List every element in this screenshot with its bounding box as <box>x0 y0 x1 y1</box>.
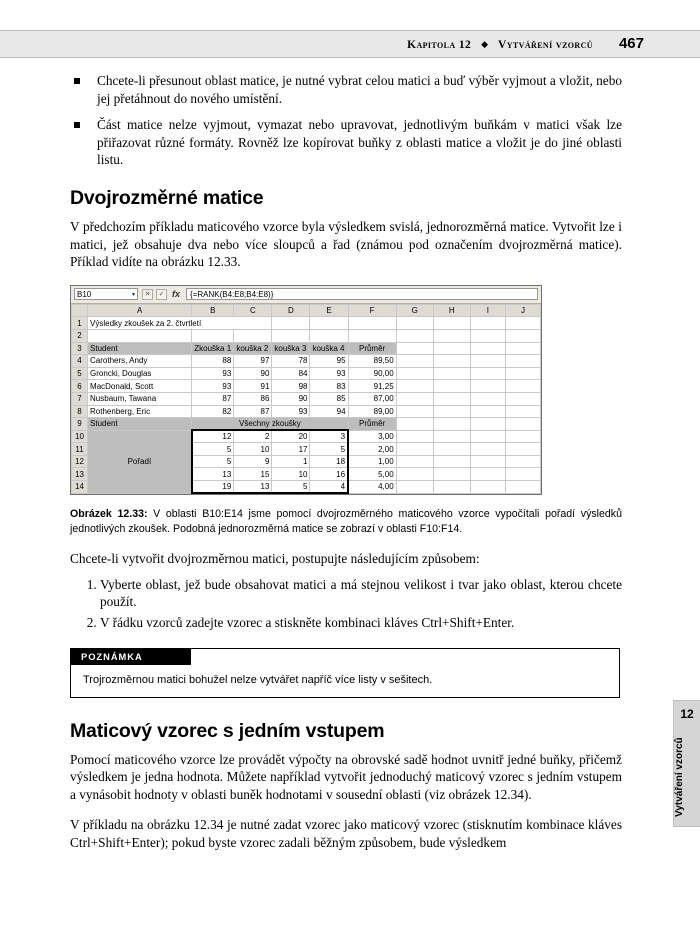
table-cell-empty[interactable] <box>433 418 470 431</box>
table-cell-empty[interactable] <box>396 355 433 368</box>
row-header[interactable]: 5 <box>72 367 88 380</box>
column-header-e[interactable]: E <box>310 304 348 317</box>
name-box-value: B10 <box>77 289 92 299</box>
excel-formula-bar <box>71 286 541 304</box>
table-cell[interactable]: 90 <box>234 367 272 380</box>
table-cell[interactable]: 91 <box>234 380 272 393</box>
table-cell[interactable]: 12 <box>192 430 234 443</box>
side-tab-text: Vytváření vzorců <box>674 737 685 817</box>
table-cell-empty[interactable] <box>470 418 505 431</box>
table-cell[interactable]: 93 <box>272 405 310 418</box>
column-header-a[interactable]: A <box>88 304 192 317</box>
table-row <box>72 367 541 380</box>
table-cell-empty[interactable] <box>505 392 540 405</box>
column-header-b[interactable]: B <box>192 304 234 317</box>
table-cell[interactable]: Groncki, Douglas <box>88 367 192 380</box>
table-cell[interactable]: 5,00 <box>348 468 396 481</box>
table-cell-empty[interactable] <box>433 468 470 481</box>
table-cell[interactable]: 95 <box>310 355 348 368</box>
row-header[interactable]: 12 <box>72 455 88 468</box>
table-cell-empty[interactable] <box>433 455 470 468</box>
row-header[interactable]: 3 <box>72 342 88 355</box>
section-heading-maticovy-vzorec: Maticový vzorec s jedním vstupem <box>70 719 385 742</box>
row-header[interactable]: 4 <box>72 355 88 368</box>
table-cell[interactable]: 5 <box>192 443 234 456</box>
table-cell-empty[interactable] <box>505 380 540 393</box>
table-cell-empty[interactable] <box>433 317 470 330</box>
row-header[interactable]: 11 <box>72 443 88 456</box>
page-number: 467 <box>618 35 644 52</box>
table-cell-empty[interactable] <box>470 405 505 418</box>
header-chapter: Kapitola 12 <box>407 39 472 51</box>
figure-caption <box>70 507 622 536</box>
table-cell[interactable]: 10 <box>272 468 310 481</box>
table-cell[interactable]: 16 <box>310 468 348 481</box>
table-cell-empty[interactable] <box>396 317 433 330</box>
table-cell-empty[interactable] <box>433 367 470 380</box>
table-cell-empty[interactable] <box>433 481 470 494</box>
table-cell[interactable]: 9 <box>234 455 272 468</box>
list-item-text: Chcete-li přesunout oblast matice, je nutné vybrat celou matici a buď výběr vyjmout a vložit, nebo jej přetáhnout do nového umístění. <box>97 73 622 106</box>
table-cell[interactable]: Nusbaum, Tawana <box>88 392 192 405</box>
table-cell[interactable]: 1,00 <box>348 455 396 468</box>
table-cell[interactable]: 93 <box>192 367 234 380</box>
table-cell[interactable]: 78 <box>272 355 310 368</box>
section-heading-dvojrozmerne-matice: Dvojrozměrné matice <box>70 186 264 209</box>
table-cell[interactable]: 2 <box>234 430 272 443</box>
table-cell-empty[interactable] <box>505 468 540 481</box>
table-cell[interactable]: 17 <box>272 443 310 456</box>
table-cell[interactable]: Student <box>88 418 192 431</box>
table-cell[interactable]: 89,00 <box>348 405 396 418</box>
table-row <box>72 392 541 405</box>
table-cell-empty[interactable] <box>272 329 310 342</box>
table-cell[interactable]: 94 <box>310 405 348 418</box>
table-cell-empty[interactable] <box>310 329 348 342</box>
table-cell[interactable]: 5 <box>310 443 348 456</box>
table-cell[interactable]: Všechny zkoušky <box>192 418 348 431</box>
table-cell-empty[interactable] <box>396 405 433 418</box>
table-cell-empty[interactable] <box>470 468 505 481</box>
figure-caption-text: V oblasti B10:E14 jsme pomocí dvojrozměrného maticového vzorce vypočítali pořadí výsledků jednotlivých zkoušek. Podobná jednorozměrná matice se zobrazí v oblasti F10:F14. <box>70 508 622 535</box>
table-cell-empty[interactable] <box>505 367 540 380</box>
header-inner <box>407 35 644 52</box>
row-header[interactable]: 6 <box>72 380 88 393</box>
table-cell[interactable]: Carothers, Andy <box>88 355 192 368</box>
bullet-square-icon <box>74 122 80 128</box>
table-cell[interactable]: 4,00 <box>348 481 396 494</box>
excel-rows <box>72 317 541 493</box>
column-header-row <box>72 304 541 317</box>
row-header[interactable]: 10 <box>72 430 88 443</box>
column-header-c[interactable]: C <box>234 304 272 317</box>
table-row <box>72 355 541 368</box>
table-cell[interactable]: 91,25 <box>348 380 396 393</box>
steps-list <box>70 576 622 632</box>
table-cell-empty[interactable] <box>433 430 470 443</box>
row-header[interactable]: 2 <box>72 329 88 342</box>
table-cell-empty[interactable] <box>470 481 505 494</box>
chapter-side-tab <box>673 700 700 827</box>
table-cell[interactable]: Výsledky zkoušek za 2. čtvrtletí <box>88 317 272 330</box>
chevron-down-icon: ▾ <box>131 291 135 298</box>
table-cell[interactable]: 2,00 <box>348 443 396 456</box>
table-cell[interactable]: 3 <box>310 430 348 443</box>
name-box[interactable] <box>74 288 138 300</box>
note-text: Trojrozměrnou matici bohužel nelze vytvářet napříč více listy v sešitech. <box>83 673 433 686</box>
column-header-d[interactable]: D <box>272 304 310 317</box>
header-title: Vytváření vzorců <box>498 39 593 51</box>
table-cell-empty[interactable] <box>433 380 470 393</box>
table-cell-empty[interactable] <box>396 367 433 380</box>
table-cell-empty[interactable] <box>505 355 540 368</box>
table-cell[interactable]: 85 <box>310 392 348 405</box>
column-header-h[interactable]: H <box>433 304 470 317</box>
table-cell[interactable]: 13 <box>192 468 234 481</box>
table-cell-empty[interactable] <box>433 392 470 405</box>
formula-bar-buttons <box>142 289 182 300</box>
section1-paragraph: V předchozím příkladu maticového vzorce byla výsledkem svislá, jednorozměrná matice. Vytvořit lze i matici, jež obsahuje dva nebo více sloupců a řad (známou pod označením dvojrozměrná matice). Příklad vidíte na obrázku 12.33. <box>70 218 622 270</box>
row-header[interactable]: 9 <box>72 418 88 431</box>
table-row <box>72 342 541 355</box>
table-cell-empty[interactable] <box>396 329 433 342</box>
table-cell-empty[interactable] <box>396 443 433 456</box>
table-cell[interactable]: Zkouška 1 <box>192 342 234 355</box>
table-cell[interactable]: Student <box>88 342 192 355</box>
note-label: POZNÁMKA <box>71 649 191 665</box>
table-cell[interactable]: kouška 3 <box>272 342 310 355</box>
table-cell-empty[interactable] <box>396 342 433 355</box>
table-cell-empty[interactable] <box>505 342 540 355</box>
table-cell[interactable]: MacDonald, Scott <box>88 380 192 393</box>
page-content <box>70 72 622 852</box>
table-cell[interactable]: 10 <box>234 443 272 456</box>
list-item <box>70 116 622 169</box>
excel-figure <box>70 285 542 495</box>
column-header-i[interactable]: I <box>470 304 505 317</box>
list-item: 2. V řádku vzorců zadejte vzorec a stiskněte kombinaci kláves Ctrl+Shift+Enter. <box>100 614 622 632</box>
table-cell-empty[interactable] <box>348 317 396 330</box>
table-cell-empty[interactable] <box>348 329 396 342</box>
table-cell[interactable]: 1 <box>272 455 310 468</box>
table-cell-empty[interactable] <box>505 329 540 342</box>
table-cell-empty[interactable] <box>470 443 505 456</box>
table-cell[interactable]: 89,50 <box>348 355 396 368</box>
list-item-text: Část matice nelze vyjmout, vymazat nebo upravovat, jednotlivým buňkám v matici však lze přiřazovat různé formáty. Rovněž lze kopírovat buňky z oblasti matice a vložit je do jiné oblasti listu. <box>97 117 622 168</box>
column-header-j[interactable]: J <box>505 304 540 317</box>
table-cell-empty[interactable] <box>396 481 433 494</box>
table-cell-empty[interactable] <box>433 329 470 342</box>
table-cell-empty[interactable] <box>505 443 540 456</box>
table-cell[interactable]: 87,00 <box>348 392 396 405</box>
table-cell-empty[interactable] <box>433 443 470 456</box>
table-cell[interactable]: Průměr <box>348 418 396 431</box>
section3-paragraph1: Pomocí maticového vzorce lze provádět výpočty na obrovské sadě hodnot uvnitř jedné buňky, přičemž výsledkem je jedna hodnota. Můžete například vytvořit jednoduchý maticový vzorec s jedním vstupem a vynásobit hodnoty v oblasti buněk hodnotami v sousední oblasti (viz obrázek 12.34). <box>70 751 622 802</box>
row-header[interactable]: 1 <box>72 317 88 330</box>
table-cell[interactable]: 87 <box>192 392 234 405</box>
table-cell[interactable]: 93 <box>310 367 348 380</box>
list-item <box>70 72 622 107</box>
column-header-g[interactable]: G <box>396 304 433 317</box>
table-cell[interactable]: kouška 4 <box>310 342 348 355</box>
table-cell[interactable]: Rothenberg, Eric <box>88 405 192 418</box>
table-cell-empty[interactable] <box>192 329 234 342</box>
table-cell[interactable]: 19 <box>192 481 234 494</box>
table-cell-empty[interactable] <box>88 329 192 342</box>
table-cell[interactable]: Pořadí <box>88 430 192 493</box>
table-row <box>72 405 541 418</box>
excel-grid[interactable] <box>71 304 541 494</box>
table-cell-empty[interactable] <box>505 405 540 418</box>
table-cell-empty[interactable] <box>396 418 433 431</box>
table-cell-empty[interactable] <box>470 367 505 380</box>
table-cell-empty[interactable] <box>470 455 505 468</box>
note-box <box>70 648 620 698</box>
table-cell[interactable]: 88 <box>192 355 234 368</box>
table-cell[interactable]: 83 <box>310 380 348 393</box>
list-item: 1. Vyberte oblast, jež bude obsahovat matici a má stejnou velikost i tvar jako oblast, kterou chcete použít. <box>100 576 622 611</box>
table-cell-empty[interactable] <box>470 329 505 342</box>
table-cell[interactable]: 90 <box>272 392 310 405</box>
table-cell[interactable]: 4 <box>310 481 348 494</box>
row-header[interactable]: 7 <box>72 392 88 405</box>
table-cell-empty[interactable] <box>505 481 540 494</box>
table-cell[interactable]: 86 <box>234 392 272 405</box>
table-cell[interactable]: 98 <box>272 380 310 393</box>
table-cell[interactable]: Průměr <box>348 342 396 355</box>
table-row <box>72 317 541 330</box>
table-cell[interactable]: 84 <box>272 367 310 380</box>
figure-caption-label: Obrázek 12.33: <box>70 508 148 521</box>
page-header <box>0 30 700 58</box>
table-cell-empty[interactable] <box>505 317 540 330</box>
table-cell-empty[interactable] <box>234 329 272 342</box>
table-row <box>72 380 541 393</box>
select-all-corner[interactable] <box>72 304 88 317</box>
row-header[interactable]: 13 <box>72 468 88 481</box>
table-row <box>72 430 541 443</box>
table-cell-empty[interactable] <box>470 392 505 405</box>
table-cell[interactable]: kouška 2 <box>234 342 272 355</box>
table-cell[interactable]: 13 <box>234 481 272 494</box>
table-cell-empty[interactable] <box>310 317 348 330</box>
formula-input[interactable]: {=RANK(B4:E8;B4:E8)} <box>186 288 538 300</box>
table-cell[interactable]: 3,00 <box>348 430 396 443</box>
table-cell[interactable]: 90,00 <box>348 367 396 380</box>
table-cell-empty[interactable] <box>470 342 505 355</box>
row-header[interactable]: 8 <box>72 405 88 418</box>
table-cell-empty[interactable] <box>396 380 433 393</box>
table-cell-empty[interactable] <box>396 468 433 481</box>
table-cell-empty[interactable] <box>470 317 505 330</box>
bullet-square-icon <box>74 78 80 84</box>
column-header-f[interactable]: F <box>348 304 396 317</box>
fx-icon[interactable]: fx <box>172 289 181 300</box>
table-cell-empty[interactable] <box>470 430 505 443</box>
bullet-list <box>70 72 622 169</box>
table-cell[interactable]: 97 <box>234 355 272 368</box>
table-cell[interactable]: 82 <box>192 405 234 418</box>
table-cell[interactable]: 20 <box>272 430 310 443</box>
table-cell[interactable]: 18 <box>310 455 348 468</box>
section2-intro: Chcete-li vytvořit dvojrozměrnou matici, postupujte následujícím způsobem: <box>70 551 480 567</box>
table-cell[interactable]: 5 <box>192 455 234 468</box>
table-cell-empty[interactable] <box>396 455 433 468</box>
table-cell-empty[interactable] <box>505 455 540 468</box>
table-cell-empty[interactable] <box>505 430 540 443</box>
diamond-icon: ◆ <box>481 39 489 49</box>
table-cell-empty[interactable] <box>433 355 470 368</box>
cancel-icon[interactable]: ✕ <box>142 289 153 300</box>
section3-paragraph2: V příkladu na obrázku 12.34 je nutné zadat vzorec jako maticový vzorec (stisknutím kombinace kláves Ctrl+Shift+Enter); pokud byste vzorec zadali běžným způsobem, bude výsledkem <box>70 817 622 850</box>
table-cell[interactable]: 15 <box>234 468 272 481</box>
table-cell[interactable]: 87 <box>234 405 272 418</box>
table-cell-empty[interactable] <box>433 342 470 355</box>
table-cell-empty[interactable] <box>505 418 540 431</box>
table-row <box>72 418 541 431</box>
table-cell-empty[interactable] <box>433 405 470 418</box>
table-cell-empty[interactable] <box>470 380 505 393</box>
table-cell[interactable]: 93 <box>192 380 234 393</box>
table-cell-empty[interactable] <box>396 392 433 405</box>
check-icon[interactable]: ✓ <box>156 289 167 300</box>
table-cell-empty[interactable] <box>470 355 505 368</box>
table-cell[interactable]: 5 <box>272 481 310 494</box>
row-header[interactable]: 14 <box>72 481 88 494</box>
table-row <box>72 329 541 342</box>
side-tab-number: 12 <box>680 707 694 721</box>
table-cell-empty[interactable] <box>396 430 433 443</box>
table-cell-empty[interactable] <box>272 317 310 330</box>
